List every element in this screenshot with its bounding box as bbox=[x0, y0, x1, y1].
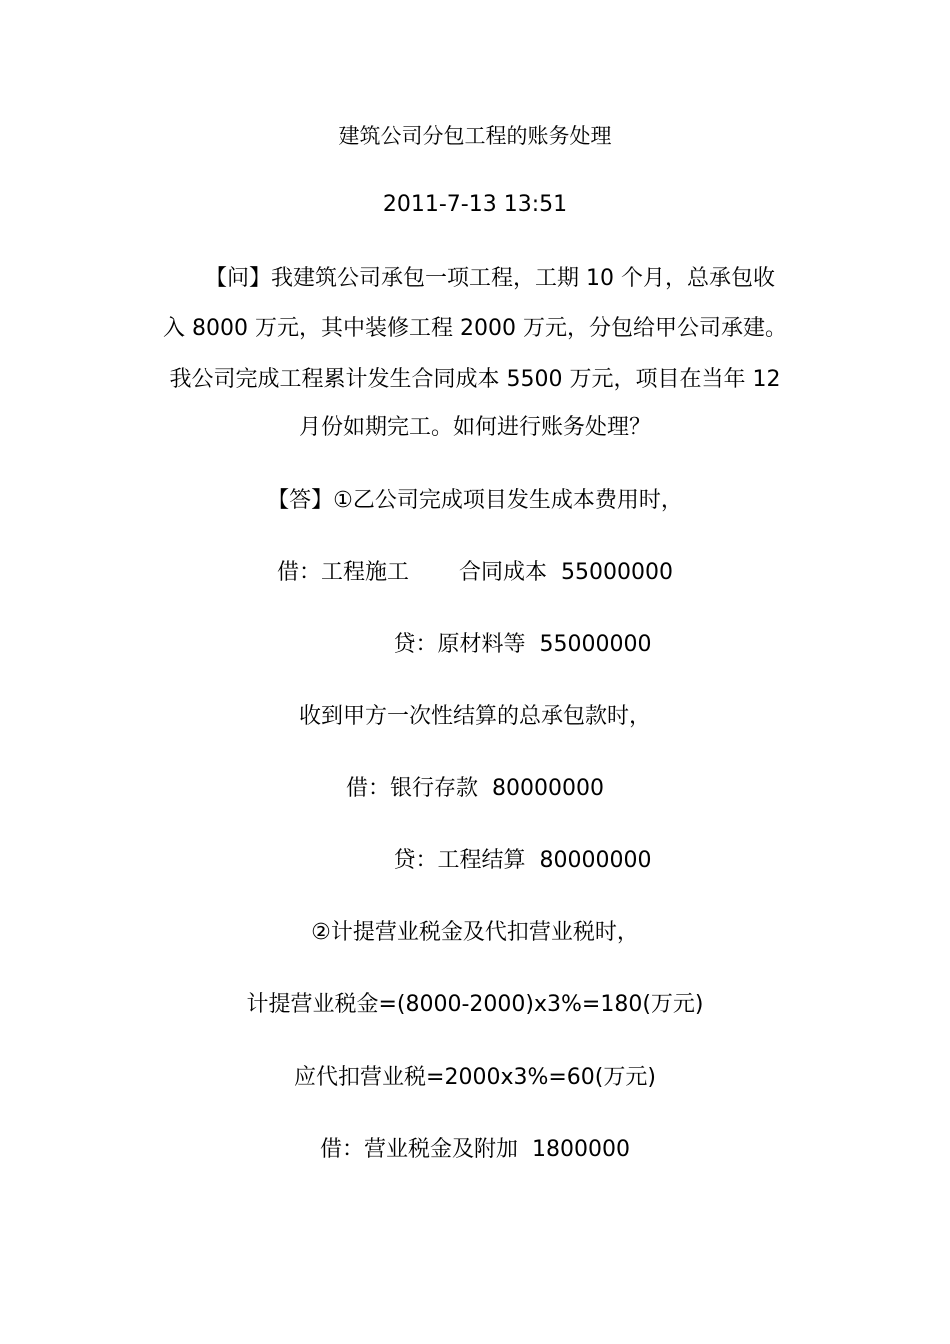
document-date: 2011-7-13 13:51 bbox=[382, 192, 568, 217]
journal-entry-credit: 贷：原材料等 55000000 bbox=[393, 632, 652, 657]
document-title: 建筑公司分包工程的账务处理 bbox=[338, 124, 612, 148]
question-line: 我公司完成工程累计发生合同成本 5500 万元，项目在当年 12 bbox=[169, 367, 781, 392]
receipt-heading: 收到甲方一次性结算的总承包款时， bbox=[298, 704, 651, 729]
withholding-formula: 应代扣营业税=2000x3%=60(万元) bbox=[294, 1065, 656, 1090]
question-line: 入 8000 万元，其中装修工程 2000 万元，分包给甲公司承建。 bbox=[163, 316, 787, 341]
answer-step1-heading: 【答】①乙公司完成项目发生成本费用时， bbox=[267, 488, 683, 513]
journal-entry-debit bbox=[0, 558, 950, 588]
journal-entry-debit: 借：营业税金及附加 1800000 bbox=[320, 1137, 630, 1162]
debit-account: 借：工程施工 bbox=[277, 560, 410, 585]
journal-entry-credit: 贷：工程结算 80000000 bbox=[393, 848, 652, 873]
question-line: 【问】我建筑公司承包一项工程，工期 10 个月，总承包收 bbox=[205, 266, 775, 291]
debit-subaccount: 合同成本 55000000 bbox=[459, 560, 673, 585]
tax-formula: 计提营业税金=(8000-2000)x3%=180(万元) bbox=[246, 992, 704, 1017]
answer-step2-heading: ②计提营业税金及代扣营业税时， bbox=[311, 920, 639, 945]
question-line: 月份如期完工。如何进行账务处理？ bbox=[298, 415, 651, 440]
journal-entry-debit: 借：银行存款 80000000 bbox=[346, 776, 604, 801]
